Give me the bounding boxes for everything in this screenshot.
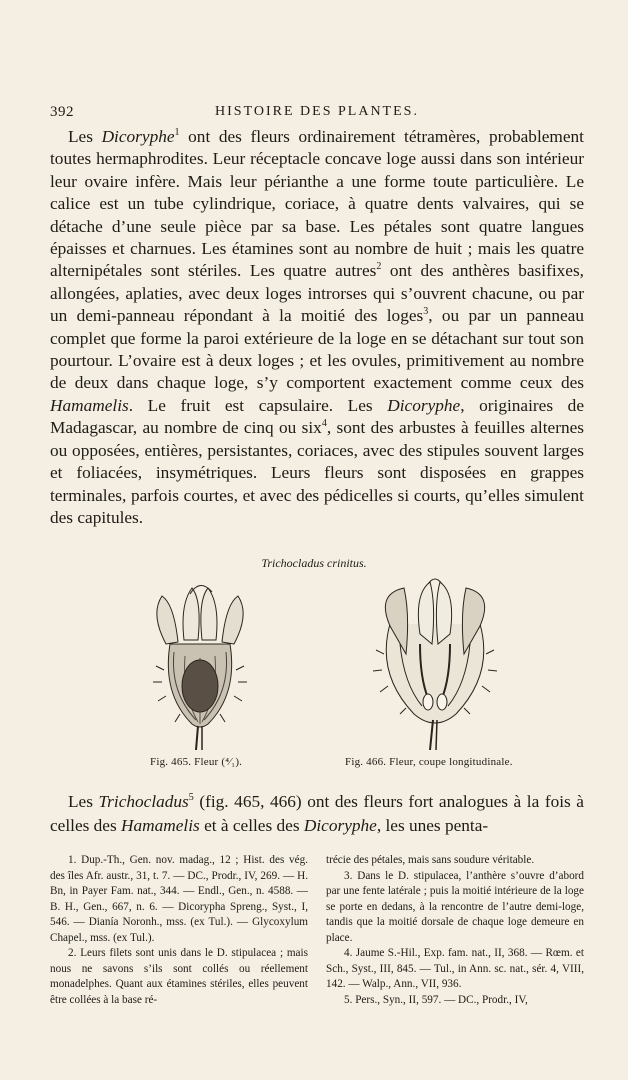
footnote: 5. Pers., Syn., II, 597. — DC., Prodr., IV, [344, 993, 528, 1006]
footnote-ref: 1 [174, 127, 180, 139]
footnote: 4. Jaume S.-Hil., Exp. fam. nat., II, 368. — Rœm. et Sch., Syst., III, 845. — Tul., in Ann. sc. nat., sér. 4, VIII, 142. — Walp., Ann., VII, 936. [326, 947, 584, 990]
footnote: 1. Dup.-Th., Gen. nov. madag., 12 ; Hist. des vég. des îles Afr. austr., 31, t. 7. — DC., Prodr., IV, 269. — H. Bn, in Payer Fam. nat., 344. — Endl., Gen., n. 4588. — B. H., Gen., 667, n. 6. — Dicorypha Spreng., Syst., I, 546. — Dianía Noronh., mss. (ex Tul.). — Glycoxylum Chapel., mss. (ex Tul.). [50, 854, 308, 944]
figure-title: Trichocladus crinitus. [261, 556, 367, 570]
flower-illustration [140, 574, 260, 750]
footnote-ref: 4 [321, 418, 327, 430]
page-header [50, 104, 584, 124]
flower-section-illustration [370, 574, 500, 750]
footnote-ref: 3 [423, 306, 429, 318]
genus-name: Dicoryphe [387, 395, 461, 415]
figure-caption-465: Fig. 465. Fleur (⁴⁄₁). [150, 756, 243, 768]
paragraph-dicoryphe: Les Dicoryphe$^1$ ont des fleurs ordinairement tétramères, probablement toutes hermaphrodites. Leur réceptacle concave loge aussi dans son intérieur leur ovaire infère. Mais leur périanthe a une forme toute particulière. Le calice est un tube cylindrique, coriace, à quatre dents valvaires, qui se détache d’une seule pièce par sa base. Les pétales sont quatre langues épaisses et charnues. Les étamines sont au nombre de huit ; mais les quatre alternipétales sont stériles. Les quatre autres$^2$ ont des anthères basifixes, allongées, aplaties, avec deux loges introrses qui s’ouvrent chacune, ou par un demi-panneau répondant à la moitié des loges$^3$, ou par un panneau complet que forme la paroi extérieure de la loge en se détachant sur tout son pourtour. L’ovaire est à deux loges ; et les ovules, primitivement au nombre de deux dans chaque loge, s’y comportent exactement comme ceux des Hamamelis. Le fruit est capsulaire. Les Dicoryphe, originaires de Madagascar, au nombre de cinq ou six$^4$, sont des arbustes à feuilles alternes ou opposées, entières, persistantes, coriaces, avec des stipules souvent larges et foliacées, insymétriques. Leurs fleurs sont disposées en grappes terminales, parfois courtes, et avec des pédicelles si courts, qu’elles simulent des capitules. [50, 127, 584, 527]
genus-name: Hamamelis [121, 816, 200, 835]
paragraph-trichocladus: Les Trichocladus$^5$ (fig. 465, 466) ont des fleurs fort analogues à la fois à celles des Hamamelis et à celles des Dicoryphe, les unes penta- [50, 792, 584, 835]
genus-name: Dicoryphe [303, 816, 377, 835]
footnote: 3. Dans le D. stipulacea, l’anthère s’ouvre d’abord par une fente latérale ; puis la moitié intérieure de la loge se porte en dedans, à la rencontre de l’autre demi-loge, tandis que la moitié dorsale de chaque loge demeure en place. [326, 869, 584, 944]
footnote-continuation: trécie des pétales, mais sans soudure véritable. [326, 854, 535, 866]
footnote-ref: 5 [188, 792, 194, 804]
footnotes-right-column [326, 853, 584, 1008]
genus-name: Trichocladus [98, 792, 189, 811]
genus-name: Dicoryphe [101, 127, 175, 146]
page-number: 392 [50, 104, 74, 120]
genus-name: Hamamelis [50, 395, 129, 415]
footnote: 2. Leurs filets sont unis dans le D. stipulacea ; mais nous ne savons s’ils sont collés ou réellement monadelphes. Quant aux étamines stériles, elles peuvent être collées à la base ré- [50, 947, 308, 1006]
footnote-ref: 2 [376, 261, 382, 273]
running-title: HISTOIRE DES PLANTES. [215, 104, 419, 119]
footnotes-left-column [50, 853, 308, 1008]
figure-caption-466: Fig. 466. Fleur, coupe longitudinale. [345, 756, 513, 768]
